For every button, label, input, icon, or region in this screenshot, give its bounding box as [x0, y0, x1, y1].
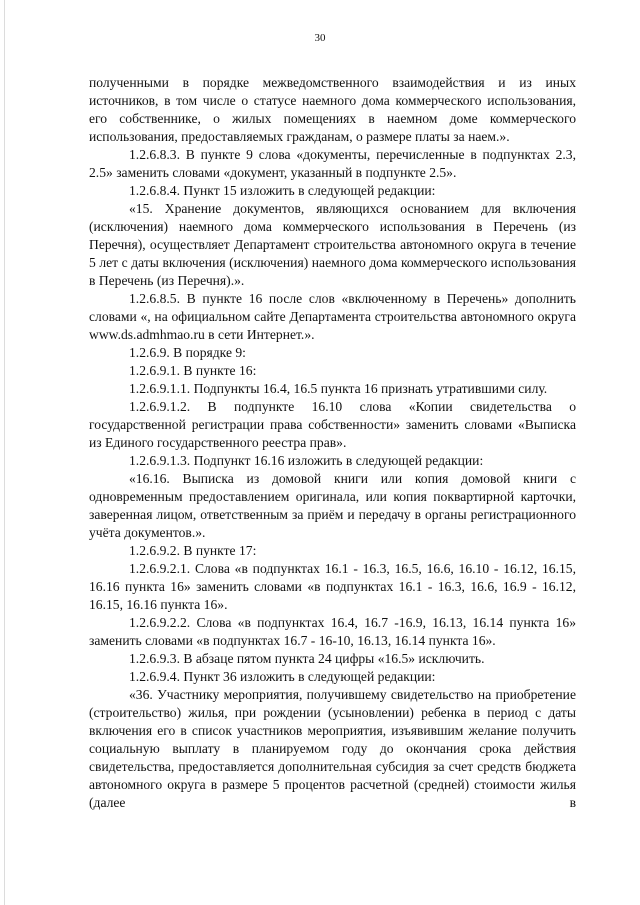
paragraph-1-2-6-8-4: 1.2.6.8.4. Пункт 15 изложить в следующей редакции: — [129, 183, 436, 198]
paragraph-1-2-6-9-3: 1.2.6.9.3. В абзаце пятом пункта 24 цифры «16.5» исключить. — [129, 651, 485, 666]
paragraph-1-2-6-9-1-3: 1.2.6.9.1.3. Подпункт 16.16 изложить в следующей редакции: — [129, 453, 484, 468]
paragraph-1-2-6-9-2-1: 1.2.6.9.2.1. Слова «в подпунктах 16.1 - 16.3, 16.5, 16.6, 16.10 - 16.12, 16.15, 16.16 пункта 16» заменить словами «в подпунктах 16.1 - 16.3, 16.6, 16.9 - 16.12, 16.15, 16.16 пункта 16». — [89, 561, 576, 612]
paragraph-continuation: полученными в порядке межведомственного взаимодействия и из иных источников, в том числе о статусе наемного дома коммерческого использования, его собственнике, о жилых помещениях в наемном доме коммерческого использования, предоставляемых гражданам, о размере платы за наем.». — [89, 75, 576, 144]
paragraph-1-2-6-9-2: 1.2.6.9.2. В пункте 17: — [129, 543, 257, 558]
scan-edge — [4, 0, 5, 905]
paragraph-1-2-6-9-1-2: 1.2.6.9.1.2. В подпункте 16.10 слова «Копии свидетельства о государственной регистрации права собственности» заменить словами «Выписка из Единого государственного реестра прав». — [89, 399, 576, 450]
document-body — [89, 74, 576, 812]
paragraph-1-2-6-9-4: 1.2.6.9.4. Пункт 36 изложить в следующей редакции: — [129, 669, 436, 684]
page-number: 30 — [314, 32, 326, 44]
paragraph-1-2-6-9: 1.2.6.9. В порядке 9: — [129, 345, 246, 360]
paragraph-quote-15: «15. Хранение документов, являющихся основанием для включения (исключения) наемного дома коммерческого использования в Перечень (из Перечня), осуществляет Департамент строительства автономного округа в течение 5 лет с даты включения (исключения) наемного дома коммерческого использования в Перечень (из Перечня).». — [89, 201, 576, 288]
paragraph-1-2-6-9-1: 1.2.6.9.1. В пункте 16: — [129, 363, 257, 378]
paragraph-1-2-6-8-5: 1.2.6.8.5. В пункте 16 после слов «включенному в Перечень» дополнить словами «, на официальном сайте Департамента строительства автономного округа www.ds.admhmao.ru в сети Интернет.». — [89, 291, 576, 342]
paragraph-1-2-6-9-2-2: 1.2.6.9.2.2. Слова «в подпунктах 16.4, 16.7 -16.9, 16.13, 16.14 пункта 16» заменить словами «в подпунктах 16.7 - 16-10, 16.13, 16.14 пункта 16». — [89, 615, 576, 648]
paragraph-quote-16-16: «16.16. Выписка из домовой книги или копия домовой книги с одновременным предоставлением оригинала, или копия поквартирной карточки, заверенная лицом, ответственным за приём и передачу в органы регистрационного учёта документов.». — [89, 471, 576, 540]
paragraph-1-2-6-8-3: 1.2.6.8.3. В пункте 9 слова «документы, перечисленные в подпунктах 2.3, 2.5» заменить словами «документ, указанный в подпункте 2.5». — [89, 147, 576, 180]
paragraph-1-2-6-9-1-1: 1.2.6.9.1.1. Подпункты 16.4, 16.5 пункта 16 признать утратившими силу. — [129, 381, 548, 396]
paragraph-quote-36: «36. Участнику мероприятия, получившему свидетельство на приобретение (строительство) жилья, при рождении (усыновлении) ребенка в период с даты включения его в список участников мероприятия, изъявившим желание получить социальную выплату в планируемом году до окончания срока действия свидетельства, предоставляется дополнительная субсидия за счет средств бюджета автономного округа в размере 5 процентов расчетной (средней) стоимости жилья (далее в — [89, 687, 576, 810]
